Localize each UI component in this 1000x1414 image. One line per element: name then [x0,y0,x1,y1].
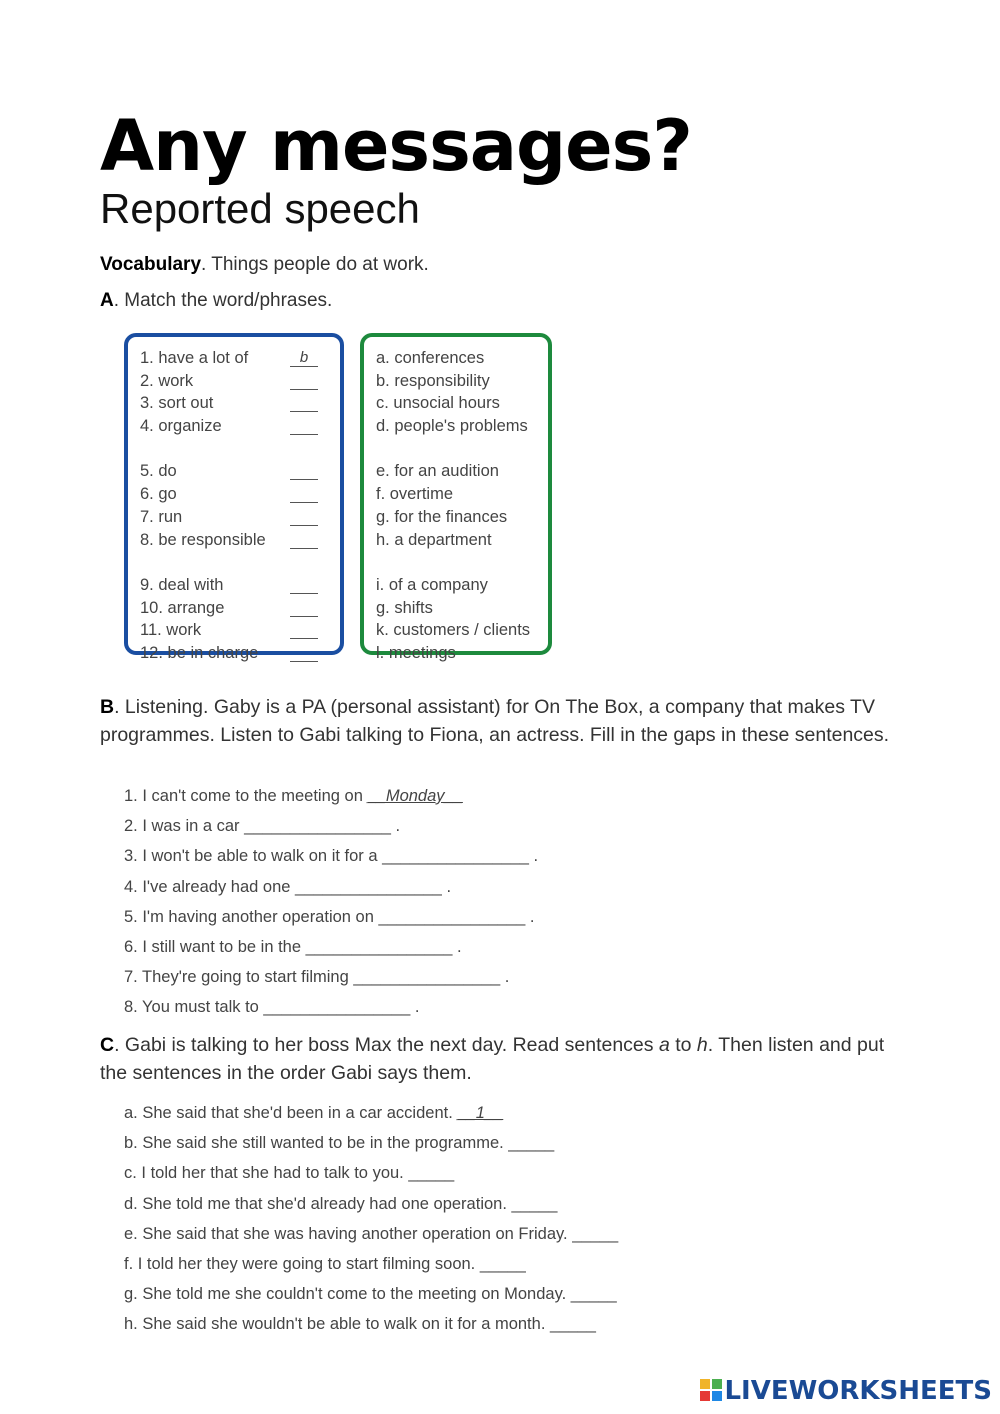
match-answer-input[interactable]: b [290,349,318,367]
gap-sentence-answer-blank[interactable]: ________________ . [295,877,452,896]
order-sentence-text: g. She told me she couldn't come to the meeting on Monday. [124,1285,571,1304]
gap-sentence-text: 3. I won't be able to walk on it for a [124,847,383,866]
logo-text: LIVEWORKSHEETS [724,1376,992,1406]
match-left-item [128,394,340,417]
gap-sentence-item [124,878,538,908]
match-answer-input[interactable] [290,394,318,412]
match-left-item [128,462,340,485]
gap-sentence-item [124,787,538,817]
liveworksheets-logo[interactable] [700,1376,992,1406]
match-left-item [128,531,340,554]
match-left-label: 6. go [140,485,177,504]
match-left-label: 8. be responsible [140,530,266,549]
group-spacer [364,440,548,463]
gap-sentence-item [124,817,538,847]
order-sentence-text: f. I told her they were going to start filming soon. [124,1254,480,1273]
match-answer-input[interactable] [290,599,318,617]
match-left-item [128,508,340,531]
match-answer-input[interactable] [290,531,318,549]
order-sentence-answer-blank[interactable]: _____ [511,1194,558,1213]
section-b-label: B [100,696,115,718]
match-right-box [360,333,552,662]
match-left-item [128,644,340,667]
gap-sentence-answer-blank[interactable]: ________________ . [263,998,420,1017]
order-sentence-item [124,1285,618,1315]
order-sentence-answer-blank[interactable]: _____ [508,1134,555,1153]
match-left-label: 1. have a lot of [140,349,249,367]
section-b-instructions [100,693,900,749]
match-answer-input[interactable] [290,417,318,435]
order-sentence-answer-blank[interactable]: _____ [572,1224,619,1243]
section-b-text: . Listening. Gaby is a PA (personal assistant) for On The Box, a company that makes TV programmes. Listen to Gabi talking to Fiona, an actress. Fill in the gaps in these sentences. [100,696,890,746]
section-c-text-2: to [669,1034,697,1056]
match-answer-input[interactable] [290,372,318,390]
vocabulary-label: Vocabulary [100,254,202,275]
gap-sentence-answer-blank[interactable]: ________________ . [378,907,535,926]
gap-sentence-answer-blank[interactable]: ________________ . [353,968,510,987]
gap-sentence-answer-blank[interactable]: ________________ . [244,817,401,836]
match-answer-input[interactable] [290,485,318,503]
order-sentence-text: a. She said that she'd been in a car accident. [124,1104,458,1122]
order-sentence-text: e. She said that she was having another operation on Friday. [124,1224,573,1243]
vocabulary-heading [100,254,429,276]
match-left-item [128,621,340,644]
gap-sentence-text: 7. They're going to start filming [124,968,354,987]
section-c-list [124,1104,618,1346]
section-c-italic-a: a [658,1034,670,1056]
match-left-label: 10. arrange [140,598,225,617]
match-right-item: l. meetings [376,643,456,662]
order-sentence-text: b. She said she still wanted to be in the programme. [124,1134,509,1153]
group-spacer [364,553,548,576]
order-sentence-item [124,1315,618,1345]
match-left-label: 12. be in charge [140,643,259,662]
order-sentence-text: d. She told me that she'd already had one operation. [124,1194,512,1213]
order-sentence-item [124,1104,618,1134]
section-c-text-3: . Then listen and put the sentences in the order Gabi says them. [100,1034,885,1084]
order-sentence-text: c. I told her that she had to talk to you. [124,1164,409,1183]
match-answer-input[interactable] [290,644,318,662]
gap-sentence-text: 4. I've already had one [124,877,296,896]
order-sentence-answer-input[interactable]: __1__ [457,1104,504,1122]
gap-sentence-answer-blank[interactable]: ________________ . [305,937,462,956]
group-spacer [128,440,340,463]
section-c-text-1: . Gabi is talking to her boss Max the next day. Read sentences [114,1034,659,1056]
match-answer-input[interactable] [290,576,318,594]
liveworksheets-logo-icon [700,1379,722,1401]
match-left-label: 2. work [140,371,194,390]
gap-sentence-item [124,908,538,938]
match-left-label: 4. organize [140,417,222,436]
group-spacer [128,553,340,576]
match-answer-input[interactable] [290,508,318,526]
match-right-item: h. a department [376,530,492,549]
vocabulary-text: . Things people do at work. [201,254,429,275]
match-right-item: a. conferences [376,349,485,367]
gap-sentence-answer-blank[interactable]: ________________ . [382,847,539,866]
gap-sentence-item [124,847,538,877]
match-left-label: 7. run [140,507,183,526]
order-sentence-answer-blank[interactable]: _____ [408,1164,455,1183]
match-answer-input[interactable] [290,462,318,480]
match-right-item: g. for the finances [376,507,508,526]
order-sentence-item [124,1195,618,1225]
gap-sentence-text: 8. You must talk to [124,998,264,1017]
order-sentence-item [124,1225,618,1255]
gap-sentence-item [124,938,538,968]
gap-sentence-item [124,968,538,998]
section-a-label: A [100,290,114,311]
section-c-label: C [100,1034,115,1056]
gap-sentence-answer-input[interactable]: __Monday__ [367,787,463,805]
match-right-item: g. shifts [376,598,433,617]
order-sentence-item [124,1255,618,1285]
section-b-list [124,787,538,1029]
order-sentence-answer-blank[interactable]: _____ [570,1285,617,1304]
order-sentence-text: h. She said she wouldn't be able to walk on it for a month. [124,1315,550,1334]
match-right-item: k. customers / clients [376,621,531,640]
match-right-item: i. of a company [376,575,488,594]
section-a-instructions [100,290,332,312]
match-right-item: c. unsocial hours [376,394,500,413]
match-left-item [128,576,340,599]
section-c-instructions [100,1031,900,1087]
match-left-label: 5. do [140,462,177,481]
order-sentence-item [124,1164,618,1194]
page-subtitle: Reported speech [100,185,420,232]
match-left-label: 3. sort out [140,394,214,413]
gap-sentence-text: 5. I'm having another operation on [124,907,379,926]
gap-sentence-text: 1. I can't come to the meeting on [124,787,368,805]
order-sentence-answer-blank[interactable]: _____ [550,1315,596,1334]
match-right-item: b. responsibility [376,371,490,390]
match-left-box [124,333,344,662]
match-left-item [128,485,340,508]
match-left-label: 11. work [140,621,202,640]
section-a-text: . Match the word/phrases. [113,290,333,311]
order-sentence-item [124,1134,618,1164]
match-left-item [128,599,340,622]
gap-sentence-text: 2. I was in a car [124,817,245,836]
match-left-label: 9. deal with [140,575,224,594]
match-left-item [128,349,340,372]
gap-sentence-item [124,998,538,1028]
section-c-italic-h: h [696,1034,708,1056]
order-sentence-answer-blank[interactable]: _____ [479,1254,526,1273]
match-left-item [128,372,340,395]
match-right-item: f. overtime [376,485,454,504]
match-right-item: e. for an audition [376,462,499,481]
gap-sentence-text: 6. I still want to be in the [124,937,306,956]
match-answer-input[interactable] [290,621,318,639]
match-left-item [128,417,340,440]
page-title: Any messages? [100,105,692,187]
match-right-item: d. people's problems [376,417,528,436]
